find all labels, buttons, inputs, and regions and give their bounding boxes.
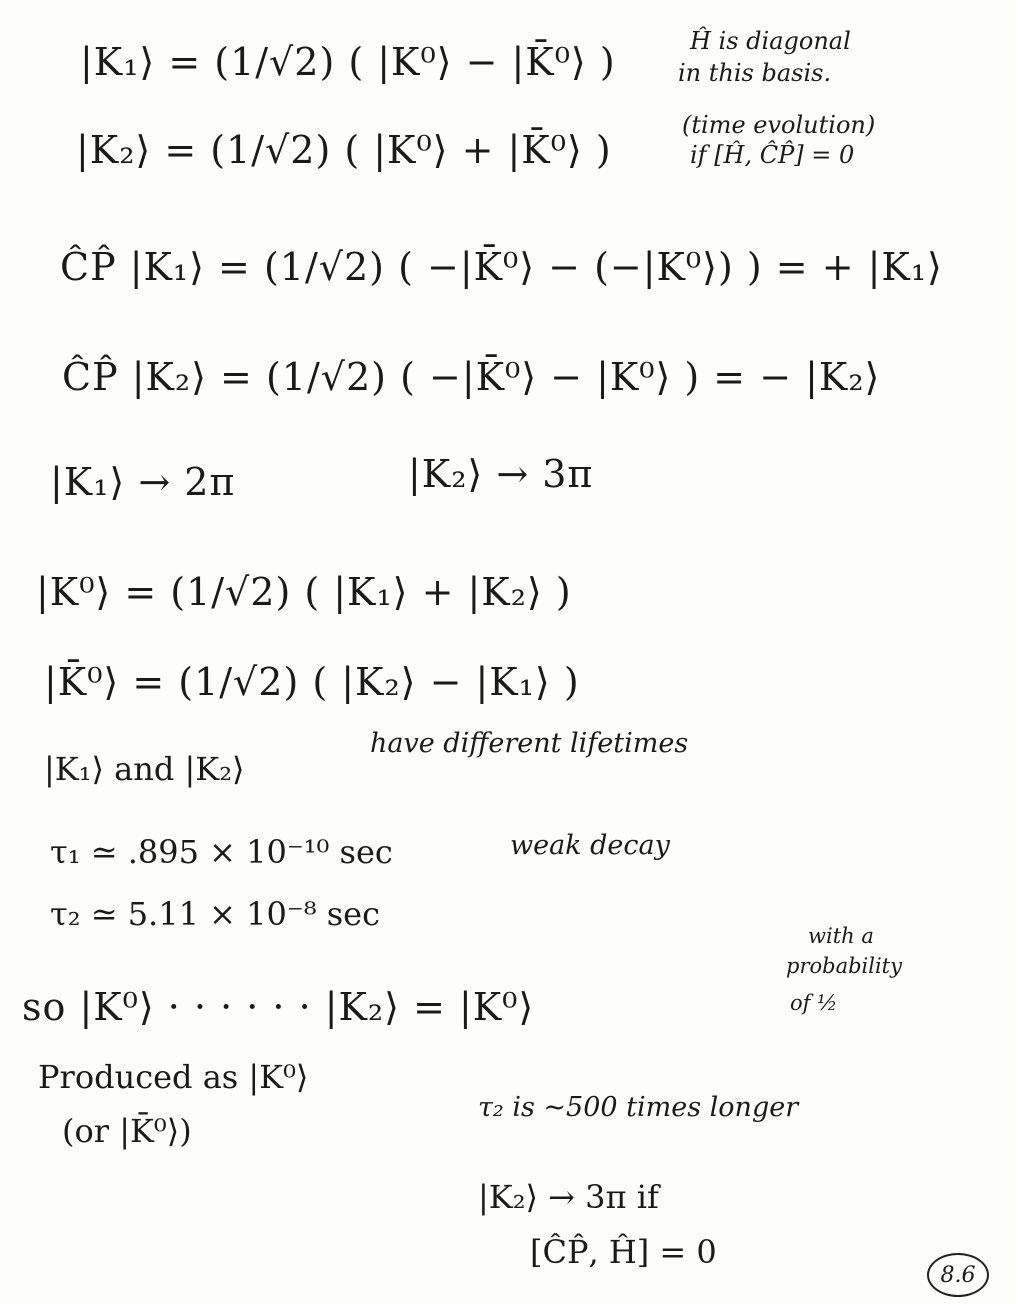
lifetime-statement-math: |K₁⟩ and |K₂⟩ [44,750,245,788]
lifetime-statement-words: have different lifetimes [370,728,689,759]
cp-on-k1: ĈP̂ |K₁⟩ = (1/√2) ( −|K̄⁰⟩ − (−|K⁰⟩) ) = + |K₁⟩ [60,245,943,289]
weak-decay-note: weak decay [510,830,670,861]
tau1-value: τ₁ ≃ .895 × 10⁻¹⁰ sec [50,833,393,871]
note-line-2: in this basis. [678,59,832,87]
k2-decay: |K₂⟩ → 3π [408,452,594,496]
tau2-longer-note: τ₂ is ~500 times longer [478,1092,799,1123]
probability-note-3: of ½ [790,991,838,1015]
probability-note-1: with a [808,924,874,948]
note-line-4: if [Ĥ, ĈP̂] = 0 [690,141,855,169]
commutator-condition: [ĈP̂, Ĥ] = 0 [530,1233,717,1271]
page-number: 8.6 [940,1262,976,1288]
k0-definition: |K⁰⟩ = (1/√2) ( |K₁⟩ + |K₂⟩ ) [36,570,572,614]
note-line-1: Ĥ is diagonal [690,27,851,55]
k1-decay: |K₁⟩ → 2π [50,460,236,504]
tau2-value: τ₂ ≃ 5.11 × 10⁻⁸ sec [50,895,380,933]
probability-note-2: probability [786,954,902,978]
k2-3pi-if: |K₂⟩ → 3π if [478,1178,659,1216]
so-line: so |K⁰⟩ · · · · · · |K₂⟩ = |K⁰⟩ [22,985,535,1029]
k1-definition: |K₁⟩ = (1/√2) ( |K⁰⟩ − |K̄⁰⟩ ) [80,40,616,84]
page-number-badge [927,1253,989,1297]
produced-as-line: Produced as |K⁰⟩ [38,1058,309,1096]
k0bar-definition: |K̄⁰⟩ = (1/√2) ( |K₂⟩ − |K₁⟩ ) [44,660,580,704]
k2-definition: |K₂⟩ = (1/√2) ( |K⁰⟩ + |K̄⁰⟩ ) [76,128,612,172]
cp-on-k2: ĈP̂ |K₂⟩ = (1/√2) ( −|K̄⁰⟩ − |K⁰⟩ ) = − |K₂⟩ [62,355,881,399]
produced-alt-line: (or |K̄⁰⟩) [62,1112,192,1150]
note-line-3: (time evolution) [682,111,876,139]
